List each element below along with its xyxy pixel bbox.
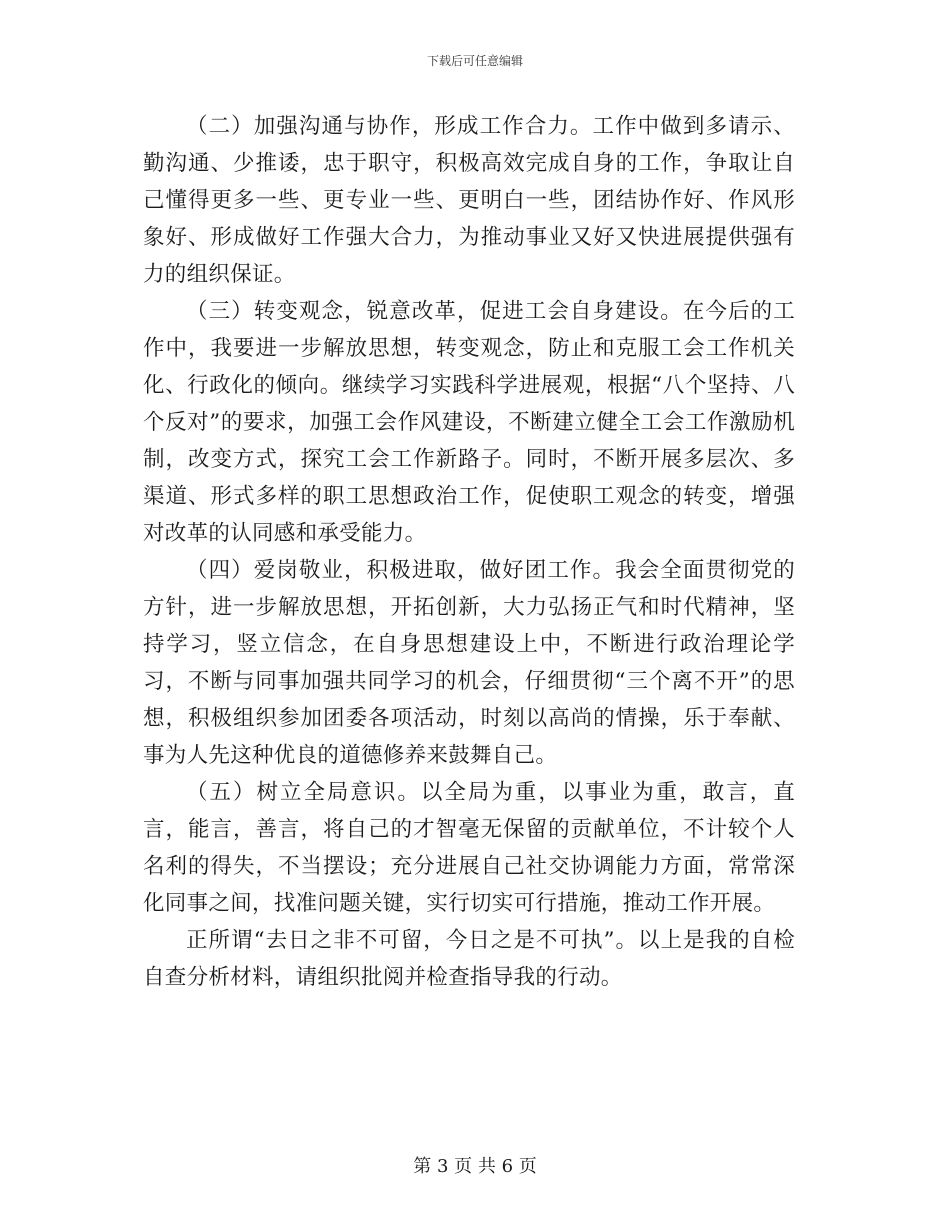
paragraph-section-3: （三）转变观念，锐意改革，促进工会自身建设。在今后的工作中，我要进一步解放思想，转变观念，防止和克服工会工作机关化、行政化的倾向。继续学习实践科学进展观，根据“八个坚持、八个反对”的要求，加强工会作风建设，不断建立健全工会工作激励机制，改变方式，探究工会工作新路子。同时，不断开展多层次、多渠道、形式多样的职工思想政治工作，促使职工观念的转变，增强对改革的认同感和承受能力。: [143, 299, 795, 546]
paragraph-section-4: （四）爱岗敬业，积极进取，做好团工作。我会全面贯彻党的方针，进一步解放思想，开拓创新，大力弘扬正气和时代精神，坚持学习，竖立信念，在自身思想建设上中，不断进行政治理论学习，不断与同事加强共同学习的机会，仔细贯彻“三个离不开”的思想，积极组织参加团委各项活动，时刻以高尚的情操，乐于奉献、事为人先这种优良的道德修养来鼓舞自己。: [143, 558, 795, 768]
paragraph-conclusion: 正所谓“去日之非不可留，今日之是不可执”。以上是我的自检自查分析材料，请组织批阅并检查指导我的行动。: [143, 928, 795, 990]
paragraph-section-2: （二）加强沟通与协作，形成工作合力。工作中做到多请示、勤沟通、少推诿，忠于职守，积极高效完成自身的工作，争取让自己懂得更多一些、更专业一些、更明白一些，团结协作好、作风形象好、形成做好工作强大合力，为推动事业又好又快进展提供强有力的组织保证。: [143, 114, 795, 287]
page-number-footer: 第 3 页 共 6 页: [413, 1156, 537, 1177]
page-header: 下载后可任意编辑: [426, 54, 523, 68]
document-body: [143, 108, 795, 996]
paragraph-section-5: （五）树立全局意识。以全局为重，以事业为重，敢言，直言，能言，善言，将自己的才智毫无保留的贡献单位，不计较个人名利的得失，不当摆设；充分进展自己社交协调能力方面，常常深化同事之间，找准问题关键，实行切实可行措施，推动工作开展。: [143, 780, 795, 916]
